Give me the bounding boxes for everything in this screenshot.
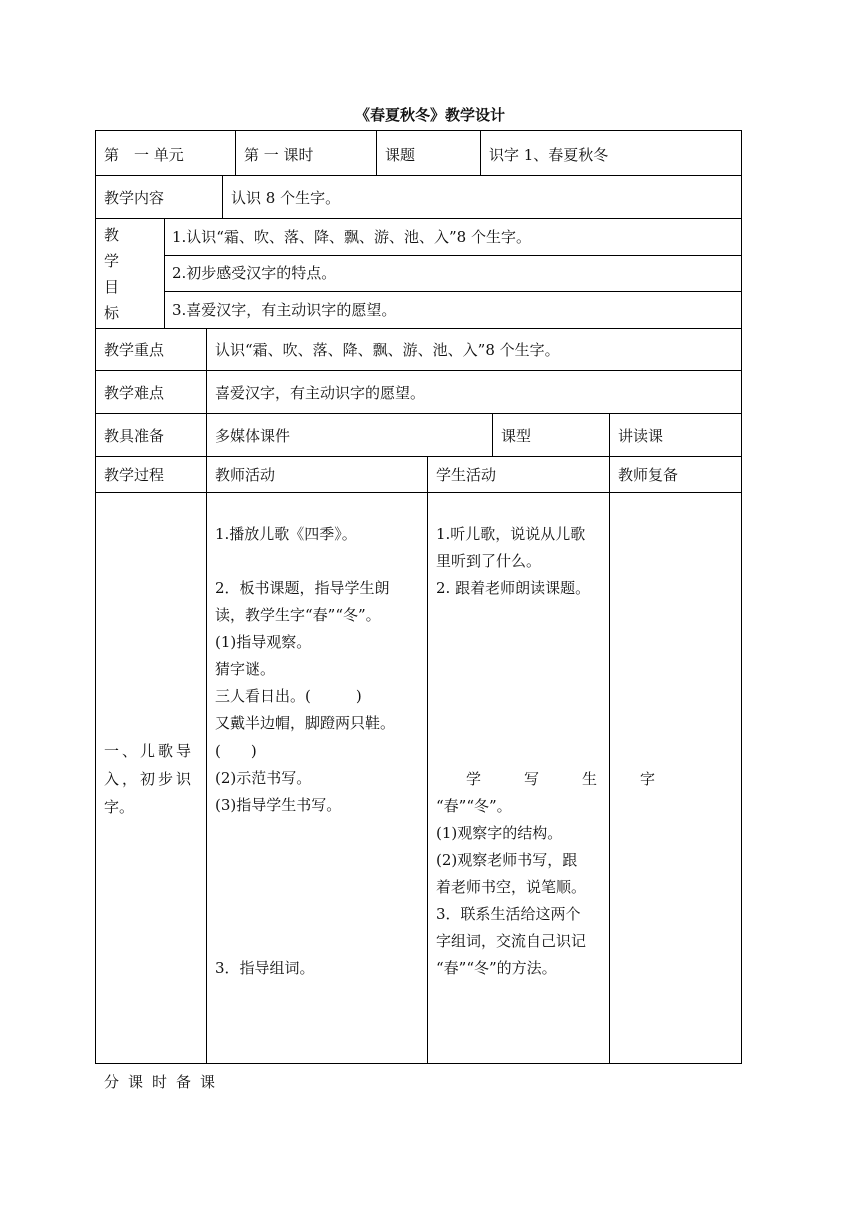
- teacher-line: 1.播放儿歌《四季》。: [215, 525, 357, 543]
- student-line: (1)观察字的结构。: [436, 824, 563, 842]
- goal-item: 3.喜爱汉字，有主动识字的愿望。: [172, 301, 397, 319]
- difficulty-label: 教学难点: [104, 384, 165, 402]
- lesson-type-value: 讲读课: [618, 427, 664, 445]
- unit-cell: 第 一 单元: [104, 146, 184, 164]
- teacher-line: 又戴半边帽，脚蹬两只鞋。: [215, 714, 396, 732]
- student-line: (2)观察老师书写，跟: [436, 851, 578, 869]
- goals-label-char: 教: [104, 226, 120, 244]
- process-header: 教学过程: [104, 466, 165, 484]
- teacher-line: (2)示范书写。: [215, 769, 312, 787]
- stage-line: 入，初步识: [104, 770, 195, 788]
- goals-label-char: 学: [104, 252, 120, 270]
- teacher-header: 教师活动: [215, 466, 276, 484]
- lesson-cell: 第 一 课时: [244, 146, 314, 164]
- goal-item: 1.认识“霜、吹、落、降、飘、游、池、入”8 个生字。: [172, 228, 531, 246]
- goal-item: 2.初步感受汉字的特点。: [172, 264, 337, 282]
- difficulty-value: 喜爱汉字，有主动识字的愿望。: [215, 384, 426, 402]
- student-line: 3．联系生活给这两个: [436, 905, 581, 923]
- teacher-line: 三人看日出。( ): [215, 687, 362, 705]
- student-line: 着老师书空，说笔顺。: [436, 878, 587, 896]
- document-title: 《春夏秋冬》教学设计: [354, 106, 505, 124]
- lesson-type-label: 课型: [501, 427, 532, 445]
- teacher-line: (3)指导学生书写。: [215, 796, 342, 814]
- content-value: 认识 8 个生字。: [231, 189, 341, 207]
- student-line: “春”“冬”的方法。: [436, 959, 557, 977]
- teacher-line: ( ): [215, 742, 257, 760]
- stage-line: 字。: [104, 798, 135, 816]
- student-line: 2. 跟着老师朗读课题。: [436, 579, 591, 597]
- teacher-line: (1)指导观察。: [215, 633, 312, 651]
- student-line: 1.听儿歌，说说从儿歌: [436, 525, 586, 543]
- student-header: 学生活动: [436, 466, 497, 484]
- student-line: “春”“冬”。: [436, 797, 512, 815]
- materials-value: 多媒体课件: [215, 427, 291, 445]
- key-point-label: 教学重点: [104, 341, 165, 359]
- student-line: 字组词，交流自己识记: [436, 932, 587, 950]
- key-point-value: 认识“霜、吹、落、降、飘、游、池、入”8 个生字。: [215, 341, 560, 359]
- content-label: 教学内容: [104, 189, 165, 207]
- teacher-line: 2．板书课题，指导学生朗: [215, 579, 390, 597]
- topic-label: 课题: [385, 146, 416, 164]
- student-line: 里听到了什么。: [436, 552, 542, 570]
- teacher-line: 3．指导组词。: [215, 959, 315, 977]
- topic-value: 识字 1、春夏秋冬: [489, 146, 609, 164]
- goals-label-char: 标: [104, 304, 120, 322]
- teacher-line: 读，教学生字“春”“冬”。: [215, 606, 381, 624]
- goals-label-char: 目: [104, 278, 120, 296]
- stage-line: 一、儿歌导: [104, 742, 195, 760]
- teacher-line: 猜字谜。: [215, 660, 276, 678]
- footer-note: 分课时备课: [104, 1073, 225, 1091]
- review-header: 教师复备: [618, 466, 679, 484]
- student-line: 学 写 生 字: [466, 770, 670, 788]
- materials-label: 教具准备: [104, 427, 165, 445]
